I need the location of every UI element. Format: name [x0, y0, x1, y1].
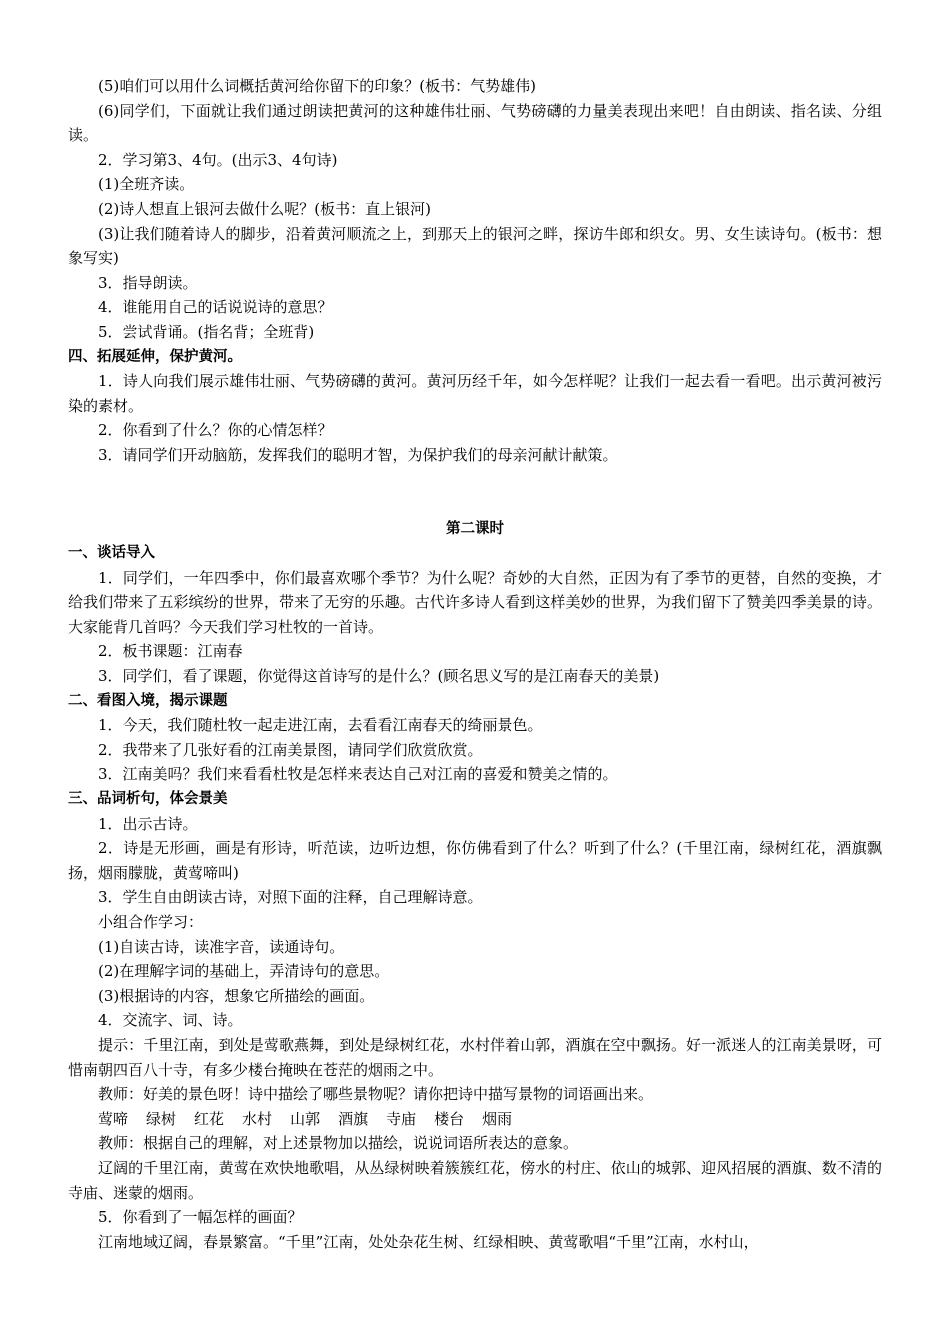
paragraph: (2)在理解字词的基础上，弄清诗句的意思。: [98, 962, 390, 981]
scenery-word: 寺庙: [386, 1109, 417, 1128]
section-heading: 四、拓展延伸，保护黄河。: [68, 348, 242, 365]
paragraph: (3)让我们随着诗人的脚步，沿着黄河顺流之上，到那天上的银河之畔，探访牛郎和织女。男、女生读诗句。(板书：想象写实): [68, 224, 882, 268]
scenery-word-list: [68, 1107, 882, 1132]
paragraph: 1．同学们，一年四季中，你们最喜欢哪个季节？为什么呢？奇妙的大自然，正因为有了季节的更替，自然的变换，才给我们带来了五彩缤纷的世界，带来了无穷的乐趣。古代许多诗人看到这样美妙的世界，为我们留下了赞美四季美景的诗。大家能背几首吗？今天我们学习杜牧的一首诗。: [68, 568, 882, 636]
scenery-word: 红花: [194, 1109, 225, 1128]
paragraph: (3)根据诗的内容，想象它所描绘的画面。: [98, 986, 375, 1005]
scenery-word: 绿树: [146, 1109, 177, 1128]
paragraph: 1．出示古诗。: [98, 814, 198, 833]
paragraph: 2．学习第3、4句。(出示3、4句诗): [98, 150, 338, 169]
section-heading: 二、看图入境，揭示课题: [68, 692, 228, 709]
scenery-word: 烟雨: [482, 1109, 513, 1128]
paragraph: (6)同学们，下面就让我们通过朗读把黄河的这种雄伟壮丽、气势磅礴的力量美表现出来吧！自由朗读、指名读、分组读。: [68, 101, 882, 145]
scenery-word: 酒旗: [338, 1109, 369, 1128]
paragraph: 3．同学们，看了课题，你觉得这首诗写的是什么？(顾名思义写的是江南春天的美景): [98, 667, 660, 686]
paragraph: (2)诗人想直上银河去做什么呢？(板书：直上银河): [98, 199, 431, 218]
paragraph: 教师：根据自己的理解，对上述景物加以描绘，说说词语所表达的意象。: [98, 1134, 579, 1153]
paragraph: (1)自读古诗，读准字音，读通诗句。: [98, 937, 345, 956]
scenery-word: 楼台: [434, 1109, 465, 1128]
paragraph: 2．我带来了几张好看的江南美景图，请同学们欣赏欣赏。: [98, 740, 483, 759]
paragraph: (5)咱们可以用什么词概括黄河给你留下的印象？(板书：气势雄伟): [98, 77, 536, 95]
paragraph: (1)全班齐读。: [98, 175, 195, 194]
paragraph: 辽阔的千里江南，黄莺在欢快地歌唱，从丛绿树映着簇簇红花，傍水的村庄、依山的城郭、迎风招展的酒旗、数不清的寺庙、迷蒙的烟雨。: [68, 1158, 882, 1202]
paragraph: 5．尝试背诵。(指名背；全班背): [98, 322, 315, 341]
scenery-word: 莺啼: [98, 1109, 129, 1128]
paragraph: 2．板书课题：江南春: [98, 642, 243, 661]
paragraph: 5．你看到了一幅怎样的画面？: [98, 1208, 303, 1227]
paragraph: 2．你看到了什么？你的心情怎样？: [98, 421, 333, 440]
paragraph: 2．诗是无形画，画是有形诗，听范读，边听边想，你仿佛看到了什么？听到了什么？(千里江南，绿树红花，酒旗飘扬，烟雨朦胧，黄莺啼叫): [68, 839, 882, 882]
paragraph: 4．谁能用自己的话说说诗的意思？: [98, 298, 333, 317]
paragraph: 3．请同学们开动脑筋，发挥我们的聪明才智，为保护我们的母亲河献计献策。: [98, 445, 618, 464]
paragraph: 1．今天，我们随杜牧一起走进江南，去看看江南春天的绮丽景色。: [98, 716, 543, 735]
paragraph: 1．诗人向我们展示雄伟壮丽、气势磅礴的黄河。黄河历经千年，如今怎样呢？让我们一起去看一看吧。出示黄河被污染的素材。: [68, 372, 882, 415]
paragraph: 教师：好美的景色呀！诗中描绘了哪些景物呢？请你把诗中描写景物的词语画出来。: [98, 1085, 654, 1104]
paragraph: 江南地域辽阔，春景繁富。“千里”江南，处处杂花生树、红绿相映、黄莺歌唱“千里”江南，水村山，: [98, 1232, 759, 1251]
section-heading: 三、品词析句，体会景美: [68, 791, 228, 808]
scenery-word: 水村: [242, 1109, 273, 1128]
paragraph: 3．江南美吗？我们来看看杜牧是怎样来表达自己对江南的喜爱和赞美之情的。: [98, 765, 618, 784]
paragraph: 3．指导朗读。: [98, 273, 198, 292]
section-heading: 一、谈话导入: [68, 545, 155, 562]
paragraph: 提示：千里江南，到处是莺歌燕舞，到处是绿树红花，水村伴着山郭，酒旗在空中飘扬。好一派迷人的江南美景呀，可惜南朝四百八十寺，有多少楼台掩映在苍茫的烟雨之中。: [68, 1035, 882, 1079]
lesson-title: 第二课时: [446, 520, 504, 537]
paragraph: 3．学生自由朗读古诗，对照下面的注释，自己理解诗意。: [98, 888, 483, 907]
paragraph: 小组合作学习：: [98, 913, 204, 931]
section-spacer: [68, 468, 882, 517]
paragraph: 4．交流字、词、诗。: [98, 1011, 243, 1030]
scenery-word: 山郭: [290, 1109, 321, 1128]
